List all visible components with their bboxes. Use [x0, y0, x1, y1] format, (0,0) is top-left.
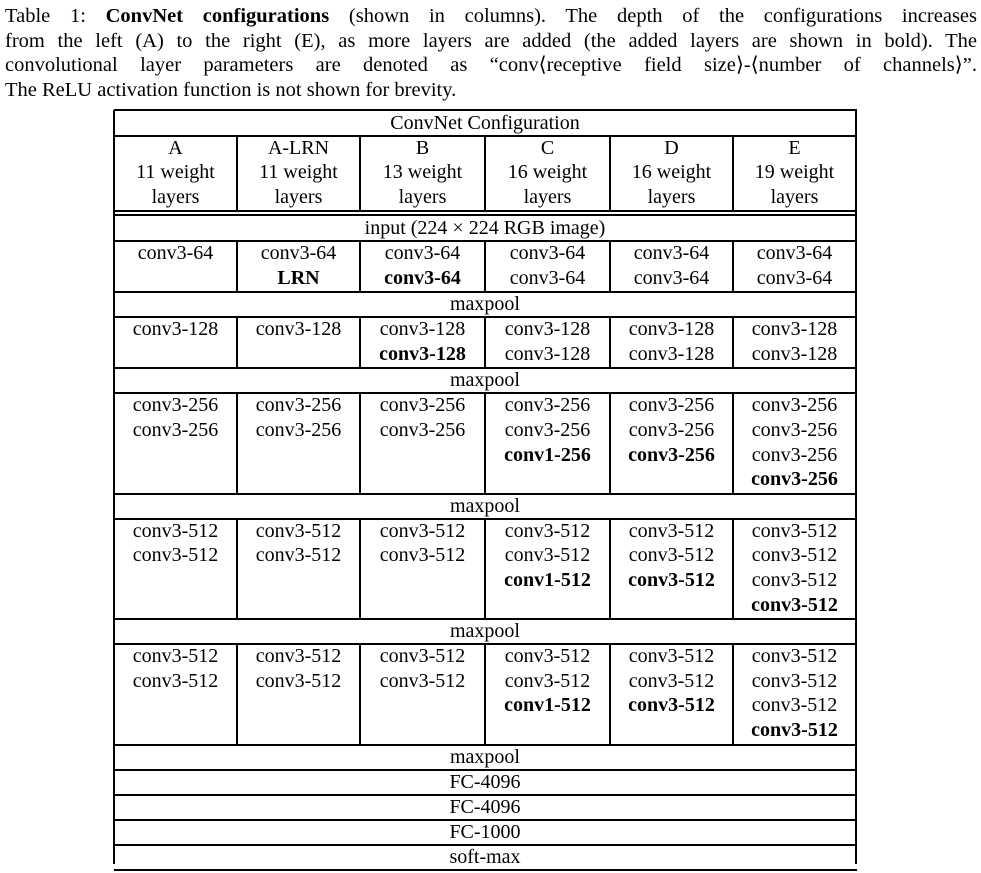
column-name-text: B — [415, 137, 430, 159]
layer-entry: conv3-128 — [504, 342, 591, 365]
layer-entry: conv3-64 — [509, 266, 586, 289]
rule-vertical — [484, 241, 486, 292]
depth-text: 11 weight — [136, 161, 215, 183]
maxpool-row: maxpool — [450, 293, 520, 316]
layer-entry: conv3-512 — [751, 519, 838, 542]
block-5-cell — [360, 644, 485, 693]
layer-entry: conv3-512 — [379, 544, 466, 567]
rule-vertical — [609, 136, 611, 211]
block-2-cell — [114, 317, 237, 342]
layer-entry: conv3-512 — [751, 694, 838, 717]
depth-text: layers — [647, 185, 696, 208]
block-3-cell — [610, 393, 733, 467]
rule-vertical — [359, 136, 361, 211]
depth-text: 16 weight — [507, 161, 588, 183]
layer-entry: conv3-512 — [255, 669, 342, 692]
column-name-text: A — [168, 137, 183, 159]
layer-entry: conv3-512 — [751, 669, 838, 692]
block-5-cell — [733, 644, 856, 742]
depth-text: 11 weight — [259, 161, 338, 183]
layer-entry: conv3-256 — [751, 418, 838, 441]
block-1-cell — [733, 241, 856, 290]
block-3-cell — [360, 393, 485, 442]
layer-entry: conv3-128 — [504, 318, 591, 341]
layer-entry: conv3-512 — [132, 544, 219, 567]
layer-entry: conv3-256 — [504, 418, 591, 441]
layer-entry: conv3-512 — [628, 544, 715, 567]
rule-vertical — [732, 393, 734, 493]
table-header: ConvNet Configuration — [390, 112, 580, 134]
layer-entry: conv1-256 — [504, 443, 591, 466]
layer-entry: conv3-64 — [756, 266, 833, 289]
layer-entry: conv3-512 — [132, 645, 219, 668]
layer-entry: conv3-64 — [384, 242, 461, 264]
column-depth — [610, 160, 733, 209]
block-3-cell — [237, 393, 360, 442]
block-2-cell — [610, 317, 733, 366]
caption-line-3: convolutional layer parameters are denoted as “conv⟨receptive field size⟩-⟨number of channels⟩”. — [5, 54, 977, 76]
caption-label: Table 1: — [5, 5, 86, 27]
layer-entry: conv3-64 — [384, 266, 461, 289]
rule-vertical — [359, 519, 361, 619]
rule-vertical — [236, 136, 238, 211]
rule-vertical — [732, 317, 734, 368]
layer-entry: conv3-128 — [379, 342, 466, 365]
layer-entry: conv3-128 — [628, 318, 715, 341]
column-name-text: D — [664, 137, 679, 159]
layer-entry: conv3-512 — [751, 645, 838, 668]
depth-text: layers — [151, 185, 200, 208]
column-name-text: E — [788, 137, 801, 159]
column-depth — [360, 160, 485, 209]
rule-vertical — [236, 519, 238, 619]
layer-entry: conv3-512 — [504, 669, 591, 692]
rule-vertical — [609, 317, 611, 368]
block-4-cell — [114, 519, 237, 568]
rule-vertical — [484, 393, 486, 493]
layer-entry: conv3-256 — [132, 418, 219, 441]
rule-horizontal — [114, 869, 857, 871]
column-name-text: C — [540, 137, 555, 159]
layer-entry: conv3-64 — [633, 242, 710, 264]
depth-text: 19 weight — [754, 161, 835, 183]
rule-vertical — [359, 644, 361, 744]
rule-vertical — [236, 393, 238, 493]
block-3-cell — [485, 393, 610, 467]
layer-entry: conv3-256 — [628, 394, 715, 417]
layer-entry: LRN — [277, 266, 320, 289]
layer-entry: conv3-128 — [751, 342, 838, 365]
rule-vertical — [236, 241, 238, 292]
input-row: input (224 × 224 RGB image) — [364, 217, 606, 239]
maxpool-row: maxpool — [450, 620, 520, 643]
layer-entry: conv3-256 — [255, 418, 342, 441]
layer-entry: conv3-64 — [756, 242, 833, 264]
caption-line-1-rest: (shown in columns). The depth of the configurations increases — [348, 5, 978, 27]
depth-text: layers — [523, 185, 572, 208]
layer-entry: conv3-256 — [751, 443, 838, 466]
rule-vertical — [609, 519, 611, 619]
depth-text: 16 weight — [631, 161, 712, 183]
layer-entry: conv3-256 — [751, 394, 838, 417]
layer-entry: conv3-128 — [379, 318, 466, 341]
layer-entry: conv3-512 — [255, 544, 342, 567]
column-depth — [733, 160, 856, 209]
block-4-cell — [610, 519, 733, 593]
block-4-cell — [733, 519, 856, 617]
layer-entry: conv3-64 — [633, 266, 710, 289]
rule-vertical — [732, 241, 734, 292]
block-1-cell — [237, 241, 360, 290]
column-name — [114, 136, 237, 161]
depth-text: layers — [398, 185, 447, 208]
column-name — [733, 136, 856, 161]
layer-entry: conv3-512 — [504, 544, 591, 567]
column-name — [610, 136, 733, 161]
layer-entry: conv3-64 — [260, 242, 337, 264]
layer-entry: conv3-512 — [628, 694, 715, 717]
column-name — [360, 136, 485, 161]
layer-entry: conv3-512 — [628, 645, 715, 668]
layer-entry: conv3-512 — [379, 669, 466, 692]
layer-entry: conv3-256 — [751, 468, 838, 491]
block-2-cell — [733, 317, 856, 366]
block-5-cell — [610, 644, 733, 718]
rule-vertical — [484, 317, 486, 368]
tail-row: maxpool — [450, 745, 520, 768]
caption-line-4: The ReLU activation function is not shown for brevity. — [5, 78, 457, 101]
column-depth — [237, 160, 360, 209]
layer-entry: conv3-512 — [379, 519, 466, 542]
layer-entry: conv3-128 — [132, 318, 219, 341]
rule-vertical — [732, 644, 734, 744]
column-name-text: A-LRN — [267, 137, 330, 159]
layer-entry: conv3-512 — [751, 718, 838, 741]
layer-entry: conv3-512 — [628, 519, 715, 542]
rule-vertical — [484, 136, 486, 211]
block-1-cell — [114, 241, 237, 266]
block-5-cell — [114, 644, 237, 693]
block-2-cell — [360, 317, 485, 366]
layer-entry: conv3-512 — [751, 568, 838, 591]
block-2-cell — [237, 317, 360, 342]
block-3-cell — [114, 393, 237, 442]
tail-row: FC-4096 — [449, 770, 521, 793]
block-1-cell — [485, 241, 610, 290]
layer-entry: conv3-128 — [751, 318, 838, 341]
layer-entry: conv1-512 — [504, 568, 591, 591]
layer-entry: conv3-512 — [379, 645, 466, 668]
depth-text: 13 weight — [382, 161, 463, 183]
rule-vertical — [484, 519, 486, 619]
rule-vertical — [359, 393, 361, 493]
layer-entry: conv3-256 — [379, 418, 466, 441]
rule-horizontal — [114, 210, 857, 212]
layer-entry: conv3-512 — [132, 669, 219, 692]
layer-entry: conv3-512 — [751, 544, 838, 567]
layer-entry: conv3-128 — [255, 318, 342, 341]
rule-vertical — [609, 393, 611, 493]
layer-entry: conv3-512 — [132, 519, 219, 542]
layer-entry: conv3-128 — [628, 342, 715, 365]
block-2-cell — [485, 317, 610, 366]
rule-vertical — [732, 136, 734, 211]
layer-entry: conv3-512 — [628, 568, 715, 591]
rule-vertical — [484, 644, 486, 744]
layer-entry: conv3-512 — [628, 669, 715, 692]
block-5-cell — [237, 644, 360, 693]
block-4-cell — [360, 519, 485, 568]
layer-entry: conv3-512 — [255, 645, 342, 668]
maxpool-row: maxpool — [450, 494, 520, 517]
layer-entry: conv3-256 — [255, 394, 342, 417]
layer-entry: conv3-256 — [132, 394, 219, 417]
rule-vertical — [236, 317, 238, 368]
block-4-cell — [485, 519, 610, 593]
column-depth — [485, 160, 610, 209]
rule-vertical — [732, 519, 734, 619]
depth-text: layers — [770, 185, 819, 208]
layer-entry: conv3-64 — [509, 242, 586, 264]
maxpool-row: maxpool — [450, 369, 520, 392]
column-depth — [114, 160, 237, 209]
block-1-cell — [610, 241, 733, 290]
rule-vertical — [359, 317, 361, 368]
depth-text: layers — [274, 185, 323, 208]
layer-entry: conv3-64 — [137, 242, 214, 264]
layer-entry: conv3-512 — [504, 519, 591, 542]
rule-vertical — [236, 644, 238, 744]
caption-line-2: from the left (A) to the right (E), as more layers are added (the added layers are shown in bold). The — [5, 29, 977, 52]
tail-row: FC-1000 — [449, 820, 521, 843]
layer-entry: conv3-256 — [504, 394, 591, 417]
rule-vertical — [609, 241, 611, 292]
column-name — [237, 136, 360, 161]
block-4-cell — [237, 519, 360, 568]
layer-entry: conv3-256 — [379, 394, 466, 417]
layer-entry: conv3-256 — [628, 443, 715, 466]
layer-entry: conv3-256 — [628, 418, 715, 441]
tail-row: FC-4096 — [449, 795, 521, 818]
layer-entry: conv1-512 — [504, 694, 591, 717]
caption-title: ConvNet configurations — [105, 5, 330, 27]
layer-entry: conv3-512 — [504, 645, 591, 668]
rule-vertical — [359, 241, 361, 292]
rule-vertical — [609, 644, 611, 744]
layer-entry: conv3-512 — [255, 519, 342, 542]
layer-entry: conv3-512 — [751, 593, 838, 616]
tail-row: soft-max — [449, 845, 521, 868]
block-5-cell — [485, 644, 610, 718]
block-3-cell — [733, 393, 856, 491]
column-name — [485, 136, 610, 161]
block-1-cell — [360, 241, 485, 290]
